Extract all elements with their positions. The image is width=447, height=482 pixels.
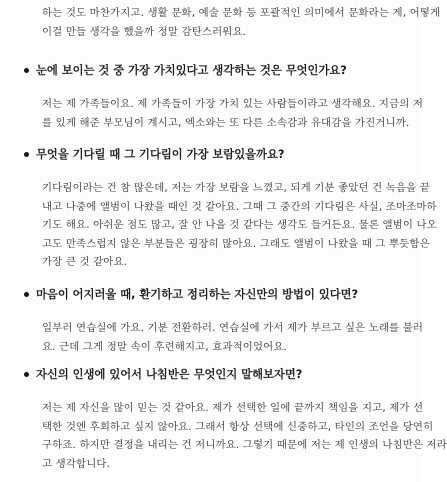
question-text: 마음이 어지러울 때, 환기하고 정리하는 자신만의 방법이 있다면?	[36, 288, 359, 301]
question-heading	[24, 367, 404, 383]
bullet-icon	[24, 152, 29, 157]
answer-line: 저는 제 자신을 많이 믿는 것 같아요. 제가 선택한 일에 끝까지 책임을 지고, 제가 선	[42, 402, 424, 414]
answer-line: 기다림이라는 건 참 많은데, 저는 가장 보람을 느꼈고, 되게 기분 좋았던 건 녹음을 끝	[42, 182, 430, 194]
intro-line: 이걸 만들 생각을 했을까 정말 감탄스러워요.	[42, 25, 247, 38]
question-heading	[24, 287, 404, 303]
intro-line: 하는 것도 마찬가지고. 생활 문화, 예술 문화 등 포괄적인 의미에서 문화라는 게, 어떻게	[42, 7, 441, 19]
bullet-icon	[24, 372, 29, 377]
answer-line: 고도 만족스럽지 않은 부분들은 굉장히 많아요. 그래도 앨범이 나왔을 때 그 뿌듯함은	[42, 237, 430, 250]
answer-paragraph	[42, 319, 424, 356]
intro-paragraph	[42, 4, 441, 41]
question-heading	[24, 63, 404, 79]
answer-line: 일부러 연습실에 가요. 기분 전환하러. 연습실에 가서 제가 부르고 싶은 노래를 불러	[42, 322, 424, 334]
question-text: 눈에 보이는 것 중 가장 가치있다고 생각하는 것은 무엇인가요?	[36, 64, 347, 77]
answer-line: 저는 제 가족들이요. 제 가족들이 가장 가치 있는 사람들이라고 생각해요. 지금의 저	[42, 98, 424, 110]
bullet-icon	[24, 292, 29, 297]
answer-line: 기도 해요. 아쉬운 점도 많고, 잘 안 나올 것 같다는 생각도 들거든요. 물론 앨범이 나오	[42, 219, 437, 232]
question-text: 자신의 인생에 있어서 나침반은 무엇인지 말해보자면?	[36, 368, 303, 381]
answer-line: 택한 것엔 후회하고 싶지 않아요. 그래서 항상 선택에 신중하고, 타인의 조언을 당연히	[42, 420, 434, 433]
answer-paragraph	[42, 179, 437, 272]
answer-line: 내고 나중에 앨범이 나왔을 때인 것 같아요. 그때 그 중간의 기다림은 사실, 조마조마하	[42, 200, 437, 213]
answer-paragraph	[42, 95, 424, 132]
answer-line: 요. 근데 그게 정말 속이 후련해지고, 효과적이었어요.	[42, 340, 288, 353]
answer-line: 가장 큰 것 같아요.	[42, 256, 128, 269]
answer-paragraph	[42, 399, 447, 473]
answer-line: 를 있게 해준 부모님이 계시고, 엑소와는 또 다른 소속감과 유대감을 가진거니까.	[42, 116, 410, 129]
answer-line: 고 생각합니다.	[42, 457, 111, 470]
answer-line: 구하죠. 하지만 결정을 내리는 건 저니까요. 그렇기 때문에 저는 제 인생의 나침반은 저라	[42, 439, 447, 452]
bullet-icon	[24, 68, 29, 73]
question-text: 무엇을 기다릴 때 그 기다림이 가장 보람있을까요?	[36, 148, 285, 161]
question-heading	[24, 147, 404, 163]
